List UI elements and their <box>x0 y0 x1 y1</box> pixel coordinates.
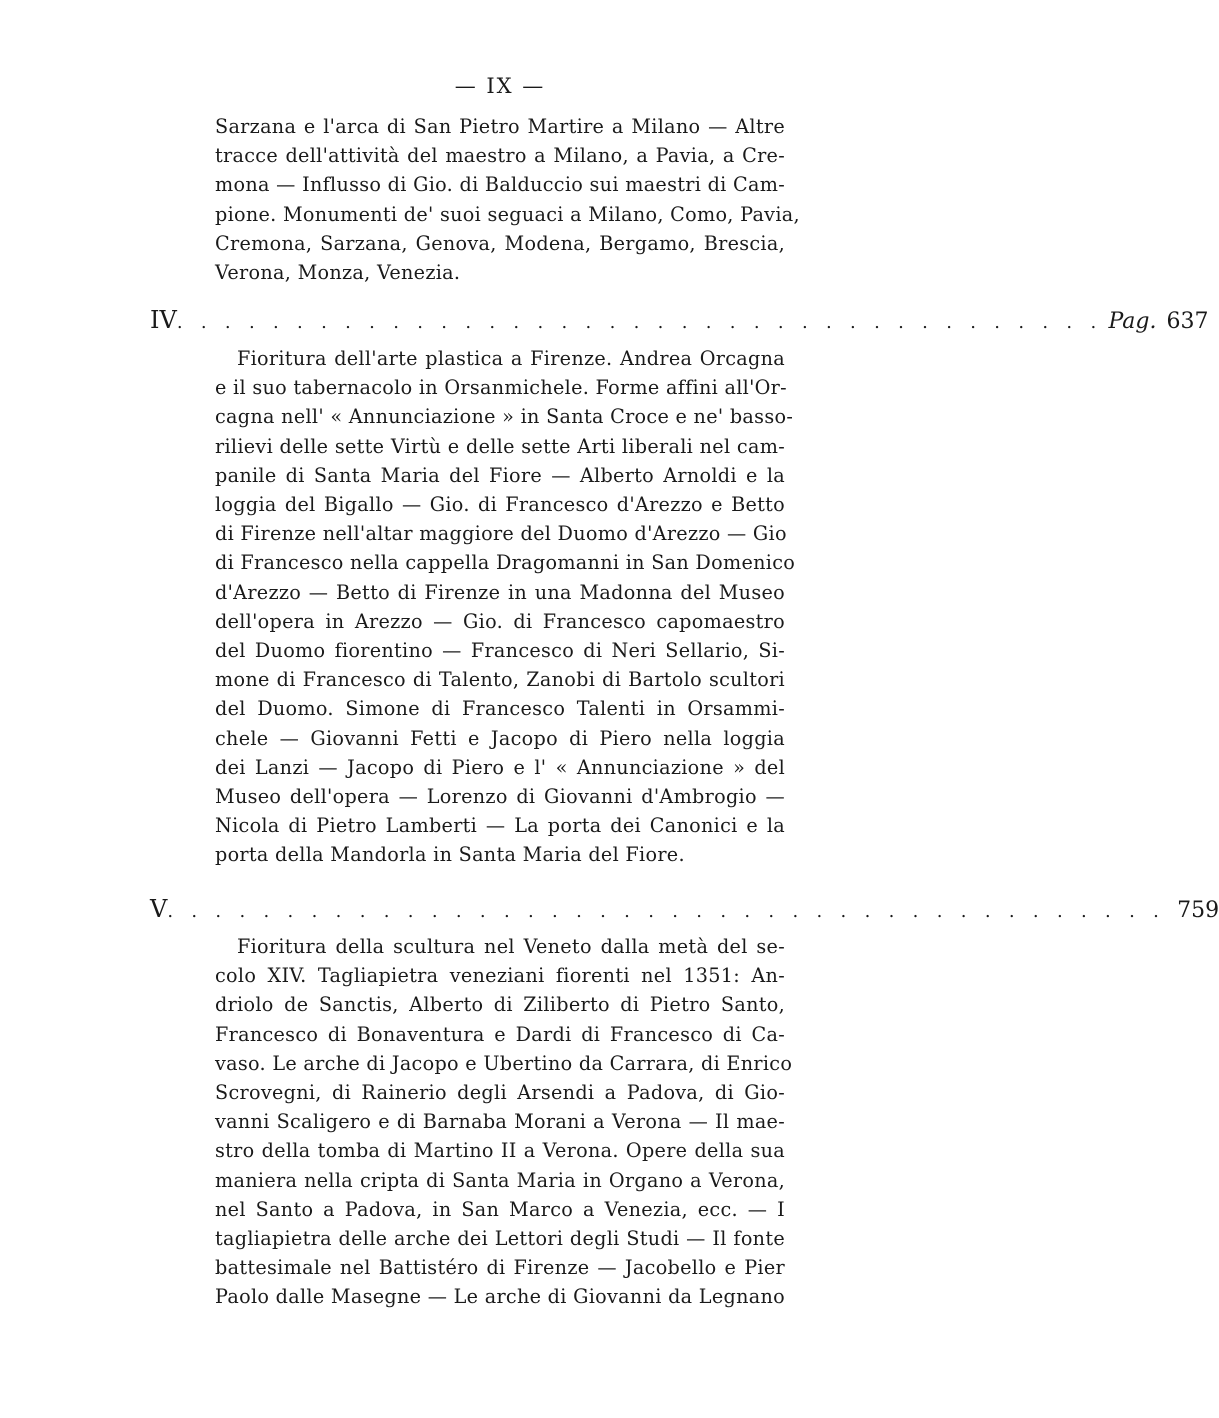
text-line: mona — Influsso di Gio. di Balduccio sui maestri di Cam- <box>215 173 785 197</box>
text-line: Verona, Monza, Venezia. <box>215 261 461 285</box>
text-line: Cremona, Sarzana, Genova, Modena, Bergamo, Brescia, <box>215 231 785 255</box>
text-line: Scrovegni, di Rainerio degli Arsendi a Padova, di Gio- <box>215 1081 785 1105</box>
text-line: rilievi delle sette Virtù e delle sette Arti liberali nel cam- <box>215 434 785 458</box>
text-line: porta della Mandorla in Santa Maria del Fiore. <box>215 843 685 867</box>
text-line: cagna nell' « Annunciazione » in Santa Croce e ne' basso- <box>215 405 794 429</box>
text-line: dei Lanzi — Jacopo di Piero e l' « Annunciazione » del <box>215 755 785 779</box>
section-numeral: IV <box>150 306 177 334</box>
text-line: Fioritura della scultura nel Veneto dalla metà del se- <box>237 935 785 958</box>
text-line: Paolo dalle Masegne — Le arche di Giovanni da Legnano <box>215 1285 785 1309</box>
text-line: maniera nella cripta di Santa Maria in Organo a Verona, <box>215 1168 785 1192</box>
page-label: Pag. <box>1108 309 1157 334</box>
dot-leader: . . . . . . . . . . . . . . . . . . . . . . . . . . . . . . . . . . . . . . . . . . <box>167 901 1166 922</box>
text-line: stro della tomba di Martino II a Verona. Opere della sua <box>215 1139 785 1163</box>
text-line: del Duomo. Simone di Francesco Talenti in Orsammi- <box>215 697 785 721</box>
text-line: Nicola di Pietro Lamberti — La porta dei Canonici e la <box>215 814 785 838</box>
text-line: driolo de Sanctis, Alberto di Ziliberto di Pietro Santo, <box>215 993 785 1017</box>
text-line: battesimale nel Battistéro di Firenze — Jacobello e Pier <box>215 1256 785 1280</box>
text-line: pione. Monumenti de' suoi seguaci a Milano, Como, Pavia, <box>215 202 800 226</box>
text-line: vaso. Le arche di Jacopo e Ubertino da Carrara, di Enrico <box>215 1051 793 1075</box>
text-line: Sarzana e l'arca di San Pietro Martire a Milano — Altre <box>215 115 785 138</box>
section-numeral: V <box>150 895 168 923</box>
text-line: chele — Giovanni Fetti e Jacopo di Piero nella loggia <box>215 726 785 750</box>
text-line: loggia del Bigallo — Gio. di Francesco d'Arezzo e Betto <box>215 493 785 517</box>
paragraph-section-v <box>215 932 793 1312</box>
paragraph-intro-continuation <box>215 112 800 287</box>
paragraph-section-iv <box>215 344 796 870</box>
text-line: mone di Francesco di Talento, Zanobi di Bartolo scultori <box>215 668 785 692</box>
text-line: nel Santo a Padova, in San Marco a Venezia, ecc. — I <box>215 1197 785 1221</box>
section-heading-iv <box>150 306 1209 340</box>
text-line: d'Arezzo — Betto di Firenze in una Madonna del Museo <box>215 580 785 604</box>
text-line: vanni Scaligero e di Barnaba Morani a Verona — Il mae- <box>215 1110 785 1134</box>
text-line: Francesco di Bonaventura e Dardi di Francesco di Ca- <box>215 1022 785 1046</box>
page-header-roman-numeral: — IX — <box>454 74 546 98</box>
dot-leader: . . . . . . . . . . . . . . . . . . . . . . . . . . . . . . . . . . . . . . . <box>176 312 1103 333</box>
text-line: dell'opera in Arezzo — Gio. di Francesco capomaestro <box>215 609 785 633</box>
text-line: Museo dell'opera — Lorenzo di Giovanni d'Ambrogio — <box>215 785 785 809</box>
text-line: tracce dell'attività del maestro a Milano, a Pavia, a Cre- <box>215 144 785 168</box>
section-page-number: 637 <box>1166 309 1209 334</box>
text-line: tagliapietra delle arche dei Lettori degli Studi — Il fonte <box>215 1227 785 1251</box>
text-line: di Firenze nell'altar maggiore del Duomo d'Arezzo — Gio <box>215 522 787 546</box>
section-page-number: 759 <box>1177 898 1219 923</box>
text-line: di Francesco nella cappella Dragomanni in San Domenico <box>215 551 796 575</box>
section-heading-v <box>150 895 1219 929</box>
text-line: del Duomo fiorentino — Francesco di Neri Sellario, Si- <box>215 639 785 663</box>
text-line: panile di Santa Maria del Fiore — Alberto Arnoldi e la <box>215 463 785 487</box>
text-line: Fioritura dell'arte plastica a Firenze. Andrea Orcagna <box>237 347 785 370</box>
text-line: colo XIV. Tagliapietra veneziani fiorenti nel 1351: An- <box>215 964 785 988</box>
text-line: e il suo tabernacolo in Orsanmichele. Forme affini all'Or- <box>215 376 787 400</box>
